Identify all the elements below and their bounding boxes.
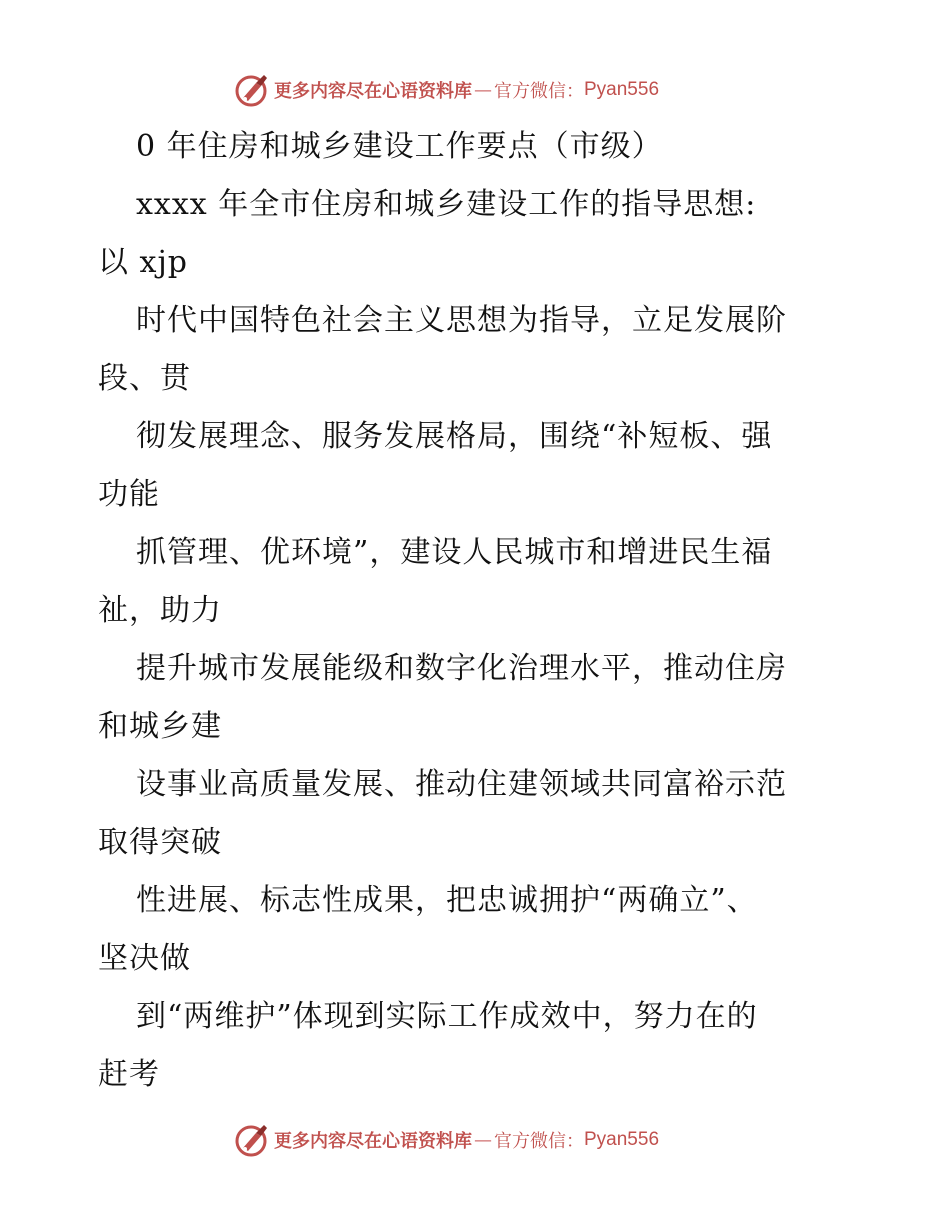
text-line: 以 xjp xyxy=(98,245,188,280)
footer-banner xyxy=(234,1122,714,1158)
header-banner xyxy=(234,72,714,108)
text-line: 取得突破 xyxy=(98,825,222,860)
text-line: 功能 xyxy=(98,477,160,512)
document-body xyxy=(98,118,850,1104)
banner-wechat-label: 官方微信： xyxy=(494,81,584,102)
text-line: 坚决做 xyxy=(98,941,191,976)
text-line: 0 年住房和城乡建设工作要点（市级） xyxy=(136,129,663,164)
text-line: xxxx 年全市住房和城乡建设工作的指导思想: xyxy=(136,187,757,222)
text-line: 祉，助力 xyxy=(98,593,222,628)
text-line: 时代中国特色社会主义思想为指导，立足发展阶 xyxy=(136,303,787,338)
banner-wechat-id: Pyan556 xyxy=(584,79,660,100)
banner-separator: — xyxy=(474,1129,492,1151)
text-line: 抓管理、优环境”，建设人民城市和增进民生福 xyxy=(136,535,773,570)
text-line: 段、贯 xyxy=(98,361,191,396)
text-line: 和城乡建 xyxy=(98,709,222,744)
text-line: 到“两维护”体现到实际工作成效中，努力在的 xyxy=(136,999,758,1034)
banner-separator: — xyxy=(474,79,492,101)
text-line: 提升城市发展能级和数字化治理水平，推动住房 xyxy=(136,651,787,686)
pen-logo-icon xyxy=(234,72,270,108)
text-line: 设事业高质量发展、推动住建领域共同富裕示范 xyxy=(136,767,787,802)
text-line: 性进展、标志性成果，把忠诚拥护“两确立”、 xyxy=(136,883,758,918)
banner-main-text: 更多内容尽在心语资料库 xyxy=(274,81,472,102)
banner-main-text: 更多内容尽在心语资料库 xyxy=(274,1131,472,1152)
text-line: 彻发展理念、服务发展格局，围绕“补短板、强 xyxy=(136,419,773,454)
banner-wechat-label: 官方微信： xyxy=(494,1131,584,1152)
text-line: 赶考 xyxy=(98,1057,160,1092)
pen-logo-icon xyxy=(234,1122,270,1158)
banner-wechat-id: Pyan556 xyxy=(584,1129,660,1150)
